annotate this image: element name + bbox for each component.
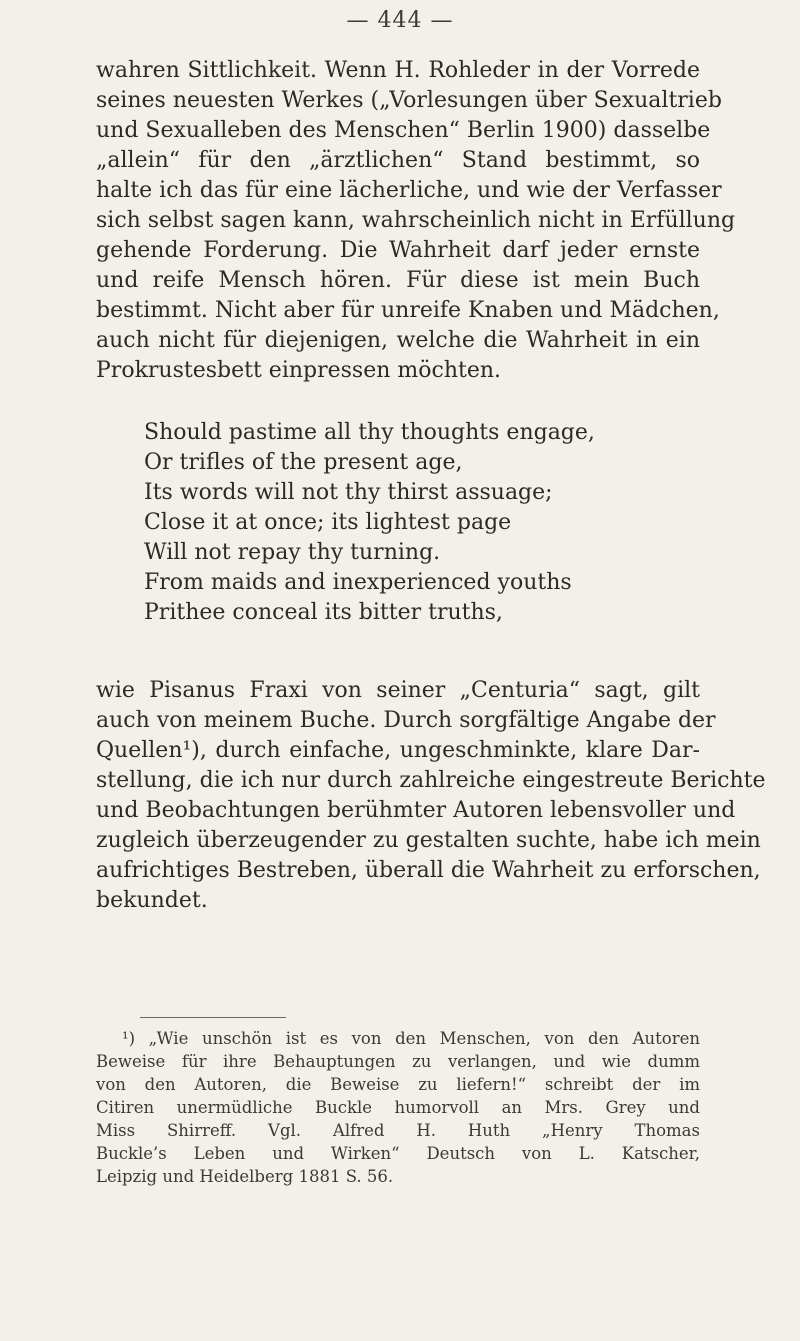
poem-line: Should pastime all thy thoughts engage, — [144, 420, 595, 445]
footnote-line: von den Autoren, die Beweise zu liefern!“ schreibt der im — [96, 1075, 700, 1094]
footnote-line: Leipzig und Heidelberg 1881 S. 56. — [96, 1167, 394, 1186]
poem-line: Close it at once; its lightest page — [144, 510, 512, 535]
paragraph-continuation — [96, 676, 766, 916]
text-line: und Beobachtungen berühmter Autoren lebensvoller und — [96, 798, 736, 823]
text-line: auch nicht für diejenigen, welche die Wahrheit in ein — [96, 328, 700, 353]
text-line: Prokrustesbett einpressen möchten. — [96, 358, 502, 383]
paragraph-main — [96, 56, 736, 386]
page-number-header: — 444 — — [346, 8, 454, 33]
poem-line: Its words will not thy thirst assuage; — [144, 480, 553, 505]
poem-quotation — [144, 418, 595, 628]
text-line: gehende Forderung. Die Wahrheit darf jeder ernste — [96, 238, 700, 263]
text-line: auch von meinem Buche. Durch sorgfältige Angabe der — [96, 708, 716, 733]
footnote-line: Miss Shirreff. Vgl. Alfred H. Huth „Henry Thomas — [96, 1121, 700, 1140]
text-line: und reife Mensch hören. Für diese ist mein Buch — [96, 268, 700, 293]
text-line: bestimmt. Nicht aber für unreife Knaben und Mädchen, — [96, 298, 720, 323]
text-line: zugleich überzeugender zu gestalten suchte, habe ich mein — [96, 828, 761, 853]
poem-line: Prithee conceal its bitter truths, — [144, 600, 503, 625]
text-line: wie Pisanus Fraxi von seiner „Centuria“ sagt, gilt — [96, 678, 700, 703]
text-line: „allein“ für den „ärztlichen“ Stand bestimmt, so — [96, 148, 700, 173]
text-line: sich selbst sagen kann, wahrscheinlich nicht in Erfüllung — [96, 208, 736, 233]
text-line: seines neuesten Werkes („Vorlesungen über Sexualtrieb — [96, 88, 722, 113]
text-line: stellung, die ich nur durch zahlreiche eingestreute Berichte — [96, 768, 766, 793]
footnote-line: Beweise für ihre Behauptungen zu verlangen, und wie dumm — [96, 1052, 700, 1071]
footnote-divider — [140, 1017, 286, 1018]
text-line: Quellen¹), durch einfache, ungeschminkte, klare Dar- — [96, 738, 700, 763]
footnote-line: ¹) „Wie unschön ist es von den Menschen, von den Autoren — [122, 1029, 700, 1048]
poem-line: From maids and inexperienced youths — [144, 570, 572, 595]
footnote — [96, 1027, 700, 1188]
text-line: bekundet. — [96, 888, 208, 913]
poem-line: Will not repay thy turning. — [144, 540, 441, 565]
text-line: und Sexualleben des Menschen“ Berlin 1900) dasselbe — [96, 118, 711, 143]
text-line: wahren Sittlichkeit. Wenn H. Rohleder in der Vorrede — [96, 58, 700, 83]
text-line: halte ich das für eine lächerliche, und wie der Verfasser — [96, 178, 722, 203]
poem-line: Or trifles of the present age, — [144, 450, 463, 475]
footnote-line: Buckle’s Leben und Wirken“ Deutsch von L. Katscher, — [96, 1144, 700, 1163]
footnote-line: Citiren unermüdliche Buckle humorvoll an Mrs. Grey und — [96, 1098, 700, 1117]
text-line: aufrichtiges Bestreben, überall die Wahrheit zu erforschen, — [96, 858, 761, 883]
